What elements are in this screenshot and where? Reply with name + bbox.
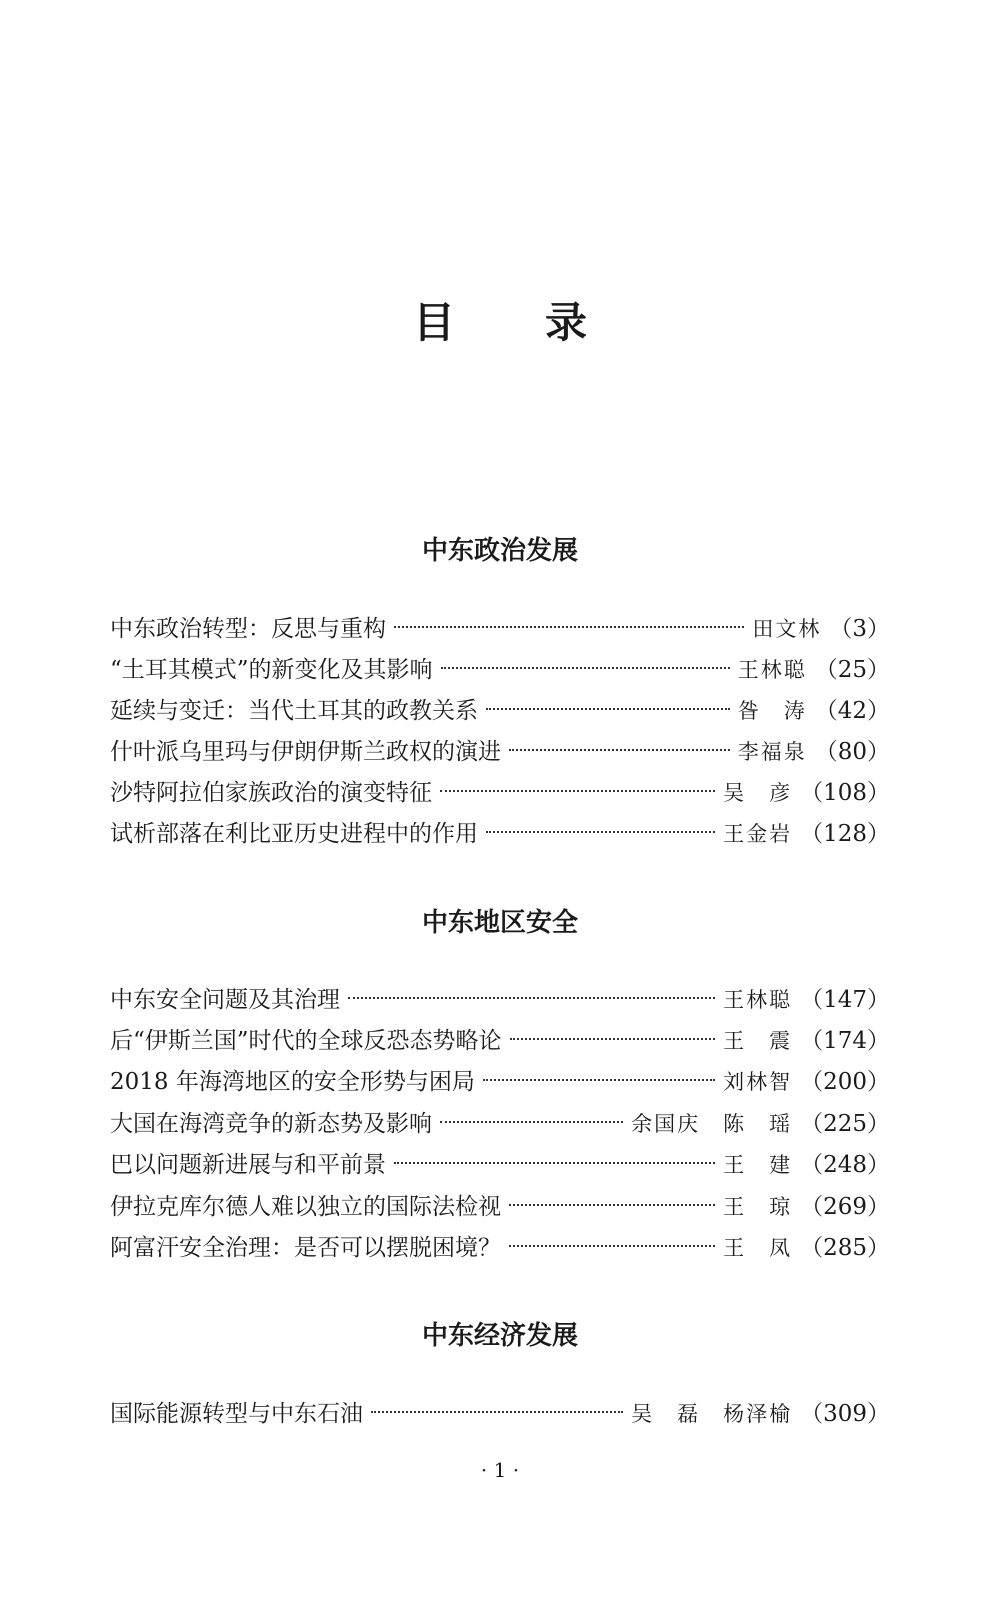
entry-page: （25） — [814, 657, 890, 683]
entry-author: 昝 涛 — [737, 699, 807, 723]
entry-page: （200） — [800, 1069, 890, 1095]
entry-page: （108） — [800, 780, 890, 806]
entry-author: 李福泉 — [737, 740, 807, 764]
dot-leader — [483, 1079, 715, 1081]
toc-entry[interactable] — [110, 1396, 890, 1432]
toc-entry[interactable] — [110, 982, 890, 1018]
toc-entry[interactable] — [110, 1023, 890, 1059]
entry-title: 中东政治转型：反思与重构 — [110, 616, 386, 642]
entry-author: 王林聪 — [737, 658, 807, 682]
toc-entry[interactable] — [110, 816, 890, 852]
entry-page: （174） — [800, 1028, 890, 1054]
entry-page: （225） — [800, 1111, 890, 1137]
entry-page: （128） — [800, 821, 890, 847]
page-title-left: 目 — [412, 298, 455, 347]
entry-author: 吴 彦 — [723, 781, 793, 805]
page-number: · 1 · — [480, 1458, 520, 1482]
entry-author: 王 琼 — [723, 1195, 793, 1219]
entry-author: 王金岩 — [723, 822, 793, 846]
dot-leader — [394, 1162, 715, 1164]
entry-title: 阿富汗安全治理：是否可以摆脱困境？ — [110, 1235, 501, 1261]
entry-page: （147） — [800, 987, 890, 1013]
entry-author: 田文林 — [752, 617, 822, 641]
entry-author: 刘林智 — [723, 1070, 793, 1094]
entry-title: 国际能源转型与中东石油 — [110, 1401, 363, 1427]
dot-leader — [440, 1121, 623, 1123]
toc-entry[interactable] — [110, 1147, 890, 1183]
toc-entry[interactable] — [110, 693, 890, 729]
entry-title: 试析部落在利比亚历史进程中的作用 — [110, 821, 478, 847]
dot-leader — [486, 831, 715, 833]
dot-leader — [441, 667, 730, 669]
entry-page: （309） — [800, 1401, 890, 1427]
dot-leader — [509, 1204, 715, 1206]
entry-author: 王 建 — [723, 1153, 793, 1177]
dot-leader — [510, 1038, 716, 1040]
entry-title: 什叶派乌里玛与伊朗伊斯兰政权的演进 — [110, 739, 501, 765]
dot-leader — [509, 1245, 715, 1247]
dot-leader — [486, 708, 730, 710]
dot-leader — [394, 626, 744, 628]
entry-author: 王林聪 — [723, 988, 793, 1012]
toc-entry[interactable] — [110, 611, 890, 647]
toc-entry[interactable] — [110, 1106, 890, 1142]
entry-author: 王 凤 — [723, 1236, 793, 1260]
dot-leader — [371, 1411, 623, 1413]
section-title-security: 中东地区安全 — [421, 908, 578, 938]
entry-title: 后“伊斯兰国”时代的全球反恐态势略论 — [110, 1028, 502, 1054]
toc-entry[interactable] — [110, 734, 890, 770]
dot-leader — [348, 997, 715, 999]
entry-title: “土耳其模式”的新变化及其影响 — [110, 657, 433, 683]
page-title-right: 录 — [545, 298, 588, 347]
section-title-economy: 中东经济发展 — [421, 1321, 578, 1351]
toc-entry[interactable] — [110, 1064, 890, 1100]
entry-title: 伊拉克库尔德人难以独立的国际法检视 — [110, 1194, 501, 1220]
entry-page: （269） — [800, 1194, 890, 1220]
entry-title: 沙特阿拉伯家族政治的演变特征 — [110, 780, 432, 806]
entry-title: 延续与变迁：当代土耳其的政教关系 — [110, 698, 478, 724]
entry-author: 吴 磊 杨泽榆 — [631, 1402, 793, 1426]
toc-entry[interactable] — [110, 1189, 890, 1225]
dot-leader — [440, 790, 715, 792]
entry-page: （248） — [800, 1152, 890, 1178]
entry-page: （80） — [814, 739, 890, 765]
entry-page: （285） — [800, 1235, 890, 1261]
entry-title: 巴以问题新进展与和平前景 — [110, 1152, 386, 1178]
entry-title: 大国在海湾竞争的新态势及影响 — [110, 1111, 432, 1137]
entry-title: 中东安全问题及其治理 — [110, 987, 340, 1013]
entry-page: （42） — [814, 698, 890, 724]
entry-author: 王 震 — [723, 1029, 793, 1053]
dot-leader — [509, 749, 730, 751]
toc-entry[interactable] — [110, 1230, 890, 1266]
entry-author: 余国庆 陈 瑶 — [631, 1112, 793, 1136]
entry-title: 2018 年海湾地区的安全形势与困局 — [110, 1069, 475, 1095]
toc-entry[interactable] — [110, 652, 890, 688]
page-title — [0, 290, 1000, 350]
entry-page: （3） — [829, 616, 890, 642]
section-title-politics: 中东政治发展 — [421, 536, 578, 566]
toc-entry[interactable] — [110, 775, 890, 811]
